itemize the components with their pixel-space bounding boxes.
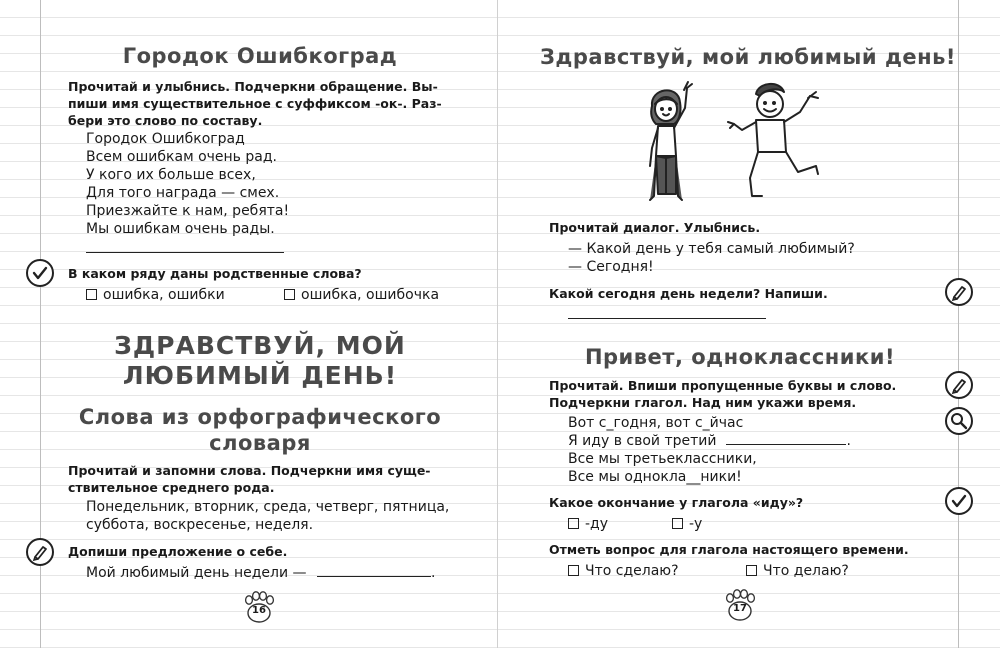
task-line: Прочитай. Впиши пропущенные буквы и слово. <box>549 378 897 393</box>
pen-icon <box>26 538 54 566</box>
option-u[interactable] <box>672 515 702 533</box>
question-related-words: В каком ряду даны родственные слова? <box>68 266 362 281</box>
title-line: словаря <box>209 431 311 455</box>
sentence-end: . <box>430 565 436 581</box>
page-number: 17 <box>733 603 747 614</box>
question-present-tense: Отметь вопрос для глагола настоящего времени. <box>549 542 909 557</box>
kids-illustration <box>630 78 870 208</box>
poem-gorodok <box>86 130 289 238</box>
pen-icon <box>945 371 973 399</box>
checkbox[interactable] <box>284 289 295 300</box>
task-classmates <box>549 377 896 411</box>
words-line: суббота, воскресенье, неделя. <box>86 517 314 533</box>
option-1[interactable] <box>86 286 225 304</box>
page-number-badge <box>241 590 277 626</box>
poem-line: У кого их больше всех, <box>86 167 256 183</box>
dictionary-words <box>86 498 449 534</box>
task-line: Прочитай и улыбнись. Подчеркни обращение. Вы- <box>68 79 438 94</box>
dialog-line: — Сегодня! <box>568 259 654 275</box>
task-dictionary <box>68 462 431 496</box>
magnifier-icon <box>945 407 973 435</box>
page-number-badge <box>722 588 758 624</box>
poem-line: Для того награда — смех. <box>86 185 280 201</box>
option-chto-sdelayu[interactable] <box>568 562 679 580</box>
check-icon <box>945 487 973 515</box>
title-line: Слова из орфографического <box>78 405 442 429</box>
poem-line: Все мы однокла__ники! <box>568 469 742 485</box>
option-chto-delayu[interactable] <box>746 562 849 580</box>
checkbox[interactable] <box>86 289 97 300</box>
option-label: Что сделаю? <box>585 563 679 579</box>
option-label: -у <box>689 516 703 532</box>
right-page <box>500 0 1000 648</box>
sentence-text: Мой любимый день недели — <box>86 565 307 581</box>
checkbox[interactable] <box>568 518 579 529</box>
checkbox[interactable] <box>568 565 579 576</box>
question-weekday: Какой сегодня день недели? Напиши. <box>549 286 828 301</box>
option-label: ошибка, ошибочка <box>301 287 440 303</box>
right-margin-line <box>958 0 959 648</box>
task-line: бери это слово по составу. <box>68 113 263 128</box>
page-number: 16 <box>252 605 266 616</box>
task-about-self: Допиши предложение о себе. <box>68 544 288 559</box>
option-label: -ду <box>585 516 609 532</box>
task-gorodok <box>68 78 442 129</box>
poem-text: Я иду в свой третий <box>568 433 717 449</box>
poem-line: Городок Ошибкоград <box>86 131 245 147</box>
poem-line: Всем ошибкам очень рад. <box>86 149 277 165</box>
poem-line-with-blank <box>568 432 851 450</box>
big-title-line: ЗДРАВСТВУЙ, МОЙ <box>114 331 406 360</box>
words-line: Понедельник, вторник, среда, четверг, пятница, <box>86 499 450 515</box>
big-title <box>60 331 460 391</box>
poem-line: Приезжайте к нам, ребята! <box>86 203 290 219</box>
checkbox[interactable] <box>672 518 683 529</box>
section-title-dictionary <box>60 404 460 456</box>
option-label: ошибка, ошибки <box>103 287 225 303</box>
sentence-favorite-day <box>86 564 435 582</box>
answer-blank[interactable] <box>317 576 431 577</box>
poem-line: Вот с_годня, вот с_йчас <box>568 415 744 431</box>
option-2[interactable] <box>284 286 439 304</box>
task-line: ствительное среднего рода. <box>68 480 275 495</box>
answer-line[interactable] <box>568 318 766 319</box>
poem-line: Все мы третьеклассники, <box>568 451 757 467</box>
pen-icon <box>945 278 973 306</box>
spine-line <box>497 0 498 648</box>
option-du[interactable] <box>568 515 608 533</box>
dialog <box>568 240 855 276</box>
check-icon <box>26 259 54 287</box>
option-label: Что делаю? <box>763 563 849 579</box>
task-line: Прочитай и запомни слова. Подчеркни имя суще- <box>68 463 431 478</box>
answer-line[interactable] <box>86 252 284 253</box>
checkbox[interactable] <box>746 565 757 576</box>
poem-classmates <box>568 414 851 486</box>
poem-line: Мы ошибкам очень рады. <box>86 221 275 237</box>
answer-blank[interactable] <box>726 444 846 445</box>
poem-end: . <box>846 433 851 449</box>
task-dialog: Прочитай диалог. Улыбнись. <box>549 220 761 235</box>
task-line: Подчеркни глагол. Над ним укажи время. <box>549 395 857 410</box>
question-ending: Какое окончание у глагола «иду»? <box>549 495 804 510</box>
section-title-hello-day: Здравствуй, мой любимый день! <box>540 45 957 69</box>
big-title-line: ЛЮБИМЫЙ ДЕНЬ! <box>122 361 398 390</box>
dialog-line: — Какой день у тебя самый любимый? <box>568 241 855 257</box>
section-title-gorodok: Городок Ошибкоград <box>122 44 398 68</box>
section-title-classmates: Привет, одноклассники! <box>584 345 896 369</box>
task-line: пиши имя существительное с суффиксом -ок-. Раз- <box>68 96 442 111</box>
